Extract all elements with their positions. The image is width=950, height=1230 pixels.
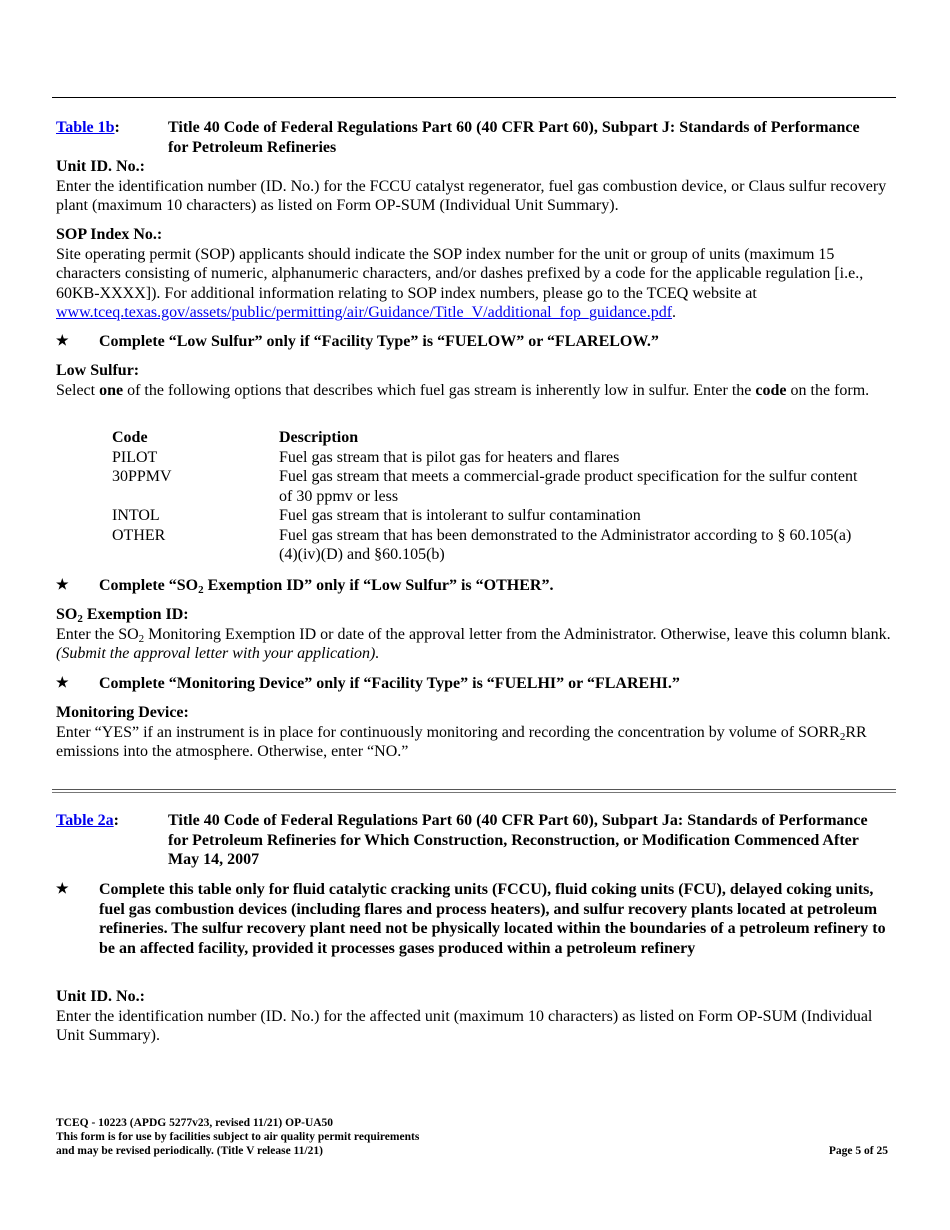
footer-form-id: TCEQ - 10223 (APDG 5277v23, revised 11/21) OP-UA50 (56, 1117, 334, 1129)
page-footer (56, 1116, 419, 1158)
document-page (56, 0, 896, 1230)
unit-id-2-text: Enter the identification number (ID. No.) for the affected unit (maximum 10 characters) as listed on Form OP-SUM (Individual Unit Summary). (56, 1007, 873, 1044)
description-cell: Fuel gas stream that has been demonstrated to the Administrator according to § 60.105(a)(4)(iv)(D) and §60.105(b) (279, 526, 852, 563)
so2-exemption-section (56, 605, 896, 664)
table-1b-header (56, 118, 896, 158)
table-row (112, 467, 859, 506)
sop-index-section (56, 225, 896, 323)
code-cell: OTHER (112, 526, 166, 544)
so2-exemption-heading: $SO_2$ Exemption ID: (56, 606, 189, 625)
unit-id-2-section (56, 987, 896, 1046)
table-1b-label: Table 1b: (56, 119, 120, 136)
unit-id-2-heading: Unit ID. No.: (56, 988, 145, 1005)
low-sulfur-section (56, 361, 896, 400)
table-1b-link[interactable]: Table 1b (56, 119, 115, 136)
note-table-2a-text: Complete this table only for fluid catalytic cracking units (FCCU), fluid coking units (FCU), delayed coking units, fuel gas combustion devices (including flares and process heaters), and sulfur recovery plants located at petroleum refineries. The sulfur recovery plant need not be physically located within the boundaries of a petroleum refinery to be an affected facility, provided it processes gases produced within a petroleum refinery (99, 881, 886, 957)
sop-index-text: Site operating permit (SOP) applicants should indicate the SOP index number for the unit or group of units (maximum 15 characters consisting of numeric, alphanumeric characters, and/or dashes prefixed by a code for the applicable regulation [i.e., 60KB-XXXX]). For additional information relating to SOP index numbers, please go to the TCEQ website at www.tceq.texas.gov/assets/public/permitting/air/Guidance/Title_V/additional_fop_guidance.pdf. (56, 245, 864, 321)
table-row (112, 526, 859, 565)
monitoring-device-section (56, 703, 896, 762)
star-icon: ★ (56, 882, 69, 897)
page-number: Page 5 of 25 (828, 1145, 888, 1157)
col-code-header: Code (112, 429, 148, 446)
table-2a-link[interactable]: Table 2a (56, 812, 114, 829)
unit-id-section (56, 157, 896, 216)
table-2a-label: Table 2a: (56, 812, 119, 829)
col-description-header: Description (279, 429, 359, 446)
table-2a-title: Title 40 Code of Federal Regulations Part 60 (40 CFR Part 60), Subpart Ja: Standards of Performance for Petroleum Refineries for Which Construction, Reconstruction, or Modification Commenced After May 14, 2007 (168, 812, 868, 868)
code-cell: INTOL (112, 507, 160, 524)
low-sulfur-heading: Low Sulfur: (56, 362, 140, 379)
star-icon: ★ (56, 578, 69, 593)
description-cell: Fuel gas stream that is intolerant to sulfur contamination (279, 507, 641, 524)
footer-usage-note: This form is for use by facilities subject to air quality permit requirements (56, 1131, 420, 1143)
table-row (112, 448, 859, 468)
footer-revision-note: and may be revised periodically. (Title V release 11/21) (56, 1145, 323, 1157)
monitoring-device-heading: Monitoring Device: (56, 704, 189, 721)
note-low-sulfur-text: Complete “Low Sulfur” only if “Facility Type” is “FUELOW” or “FLARELOW.” (99, 333, 659, 350)
note-monitoring-text: Complete “Monitoring Device” only if “Facility Type” is “FUELHI” or “FLAREHI.” (99, 675, 680, 692)
monitoring-device-text: Enter “YES” if an instrument is in place for continuously monitoring and recording the concentration by volume of $SORR_2RR$ emissions into the atmosphere. Otherwise, enter “NO.” (56, 723, 867, 760)
code-cell: PILOT (112, 448, 158, 466)
description-cell: Fuel gas stream that meets a commercial-grade product specification for the sulfur content of 30 ppmv or less (279, 468, 858, 505)
unit-id-text: Enter the identification number (ID. No.) for the FCCU catalyst regenerator, fuel gas combustion device, or Claus sulfur recovery plant (maximum 10 characters) as listed on Form OP-SUM (Individual Unit Summary). (56, 177, 887, 214)
unit-id-heading: Unit ID. No.: (56, 158, 145, 175)
star-icon: ★ (56, 334, 69, 349)
table-2a-header (56, 811, 896, 871)
section-divider (52, 789, 896, 793)
code-cell: 30PPMV (112, 468, 172, 485)
table-row (112, 506, 859, 526)
note-so2-text: Complete “$SO_2$ Exemption ID” only if “Low Sulfur” is “OTHER”. (99, 577, 554, 596)
tceq-guidance-link[interactable]: www.tceq.texas.gov/assets/public/permitting/air/Guidance/Title_V/additional_fop_guidance.pdf (56, 304, 673, 321)
table-1b-title: Title 40 Code of Federal Regulations Part 60 (40 CFR Part 60), Subpart J: Standards of Performance for Petroleum Refineries (168, 119, 860, 156)
low-sulfur-code-table (112, 428, 859, 565)
table-header-row (112, 428, 859, 448)
low-sulfur-text: Select one of the following options that describes which fuel gas stream is inherently low in sulfur. Enter the code on the form. (56, 381, 870, 399)
description-cell: Fuel gas stream that is pilot gas for heaters and flares (279, 448, 620, 466)
sop-index-heading: SOP Index No.: (56, 226, 163, 243)
so2-exemption-text: Enter the $SO_2$ Monitoring Exemption ID or date of the approval letter from the Administrator. Otherwise, leave this column blank. (Submit the approval letter with your application). (56, 625, 891, 662)
star-icon: ★ (56, 676, 69, 691)
